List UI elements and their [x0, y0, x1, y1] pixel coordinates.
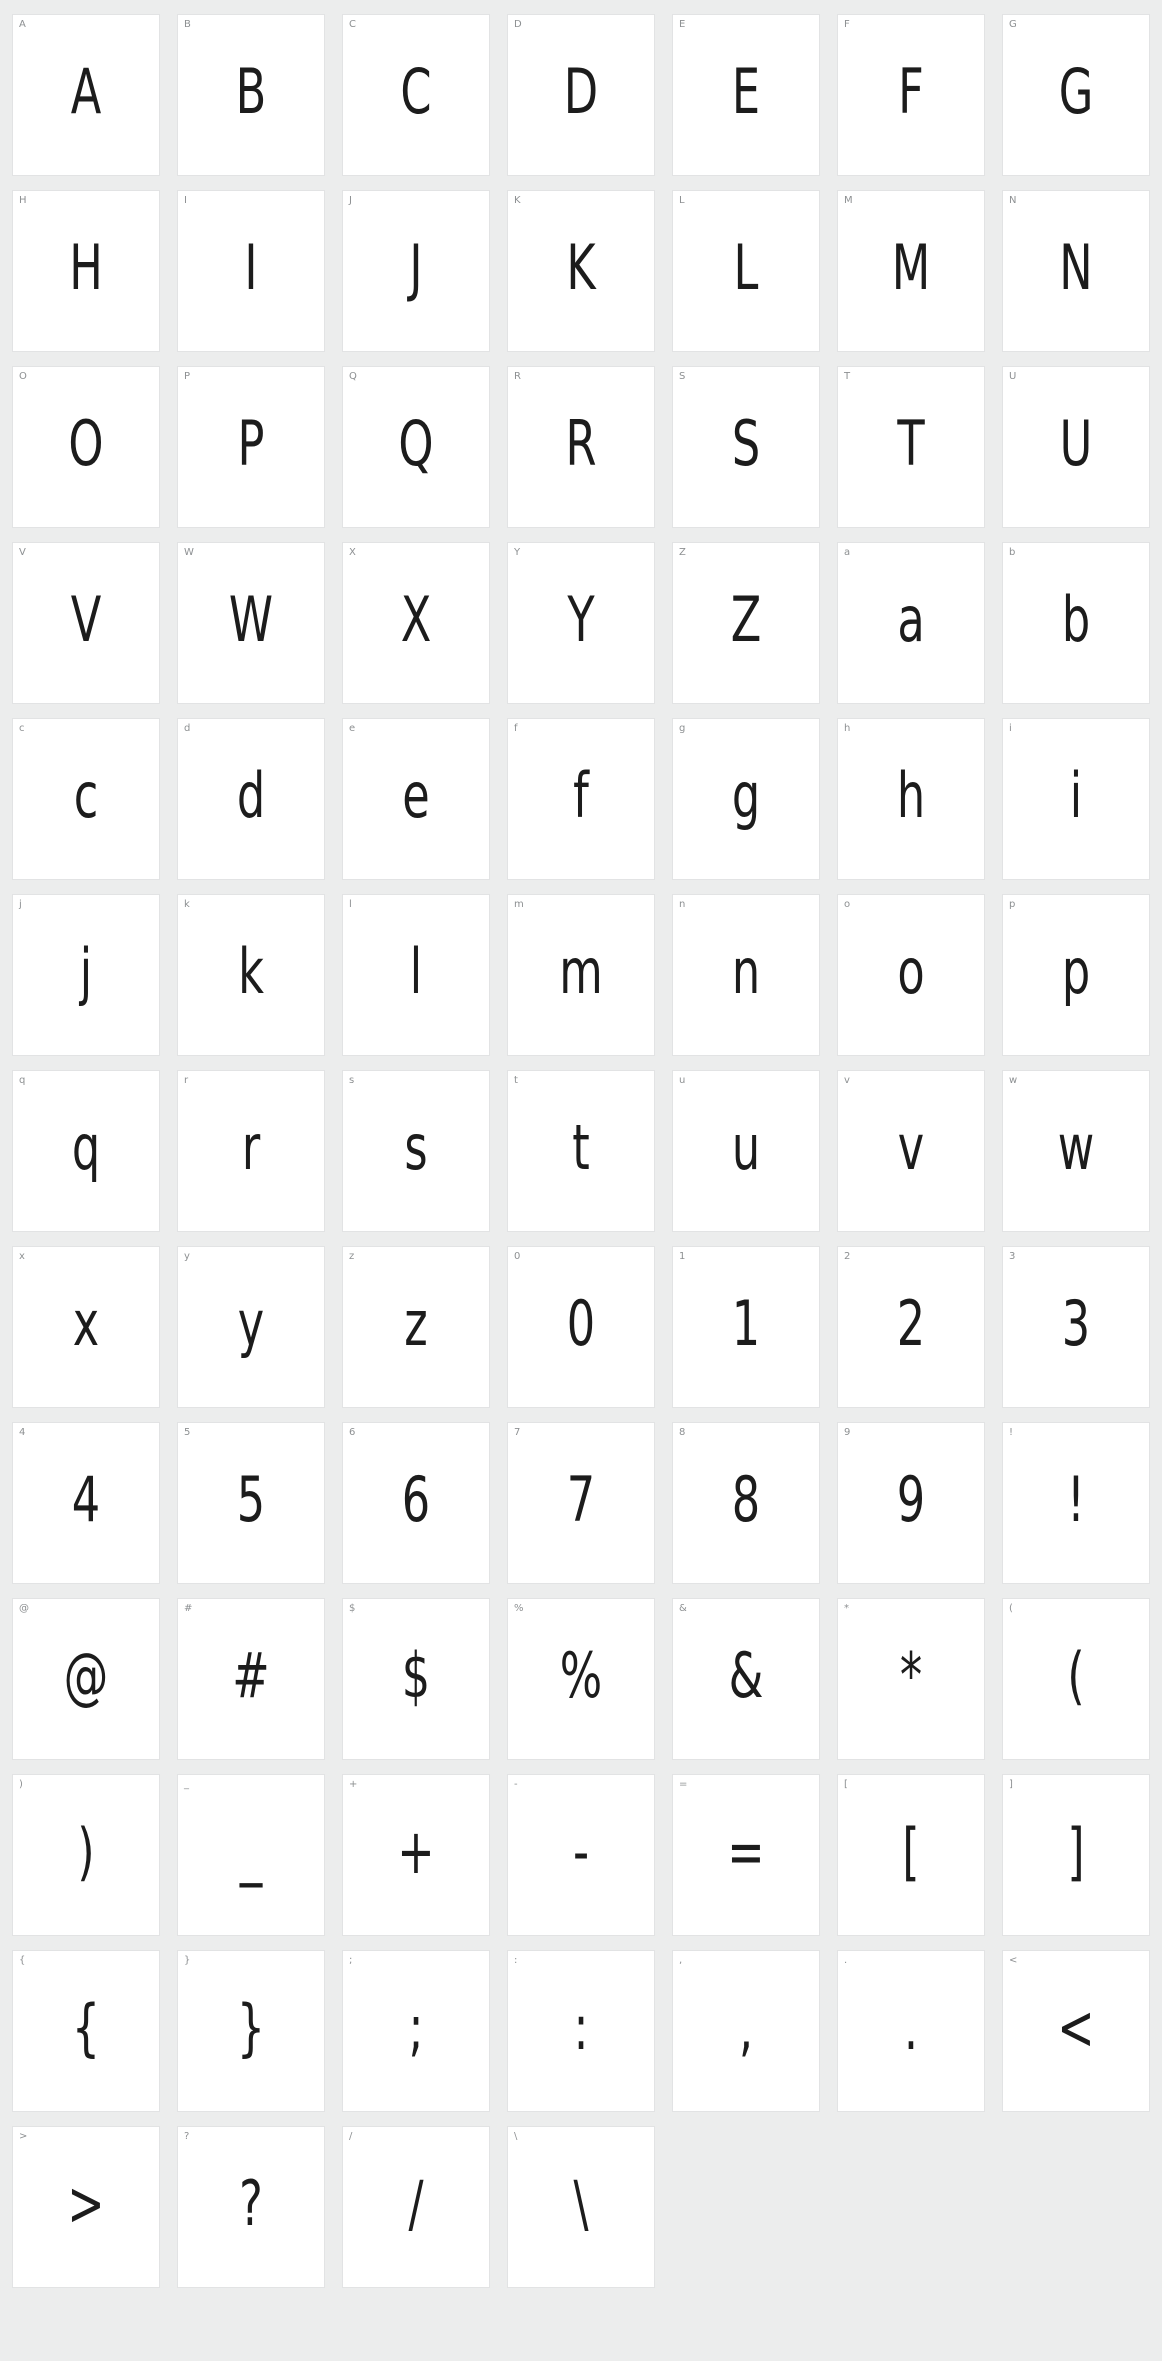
- glyph-code-label: -: [514, 1779, 518, 1790]
- glyph-code-label: o: [844, 899, 851, 910]
- glyph-character: *: [899, 1639, 923, 1712]
- glyph-code-label: U: [1009, 371, 1017, 382]
- glyph-cell[interactable]: [1002, 894, 1150, 1056]
- glyph-code-label: 0: [514, 1251, 521, 1262]
- glyph-cell[interactable]: [507, 1598, 655, 1760]
- glyph-cell[interactable]: [177, 1070, 325, 1232]
- glyph-cell[interactable]: [837, 14, 985, 176]
- glyph-code-label: 4: [19, 1427, 26, 1438]
- glyph-cell[interactable]: [342, 190, 490, 352]
- glyph-character: m: [559, 935, 603, 1008]
- glyph-cell[interactable]: [1002, 1422, 1150, 1584]
- glyph-character: :: [573, 1991, 589, 2064]
- glyph-character: a: [897, 583, 925, 656]
- glyph-code-label: V: [19, 547, 26, 558]
- glyph-cell[interactable]: [12, 1774, 160, 1936]
- glyph-code-label: L: [679, 195, 685, 206]
- glyph-cell[interactable]: [177, 542, 325, 704]
- glyph-character: +: [397, 1815, 435, 1888]
- glyph-cell[interactable]: [672, 1422, 820, 1584]
- glyph-character: f: [573, 759, 589, 832]
- glyph-code-label: 9: [844, 1427, 851, 1438]
- glyph-cell[interactable]: [507, 1422, 655, 1584]
- glyph-character: ;: [408, 1991, 424, 2064]
- glyph-code-label: ]: [1009, 1779, 1013, 1790]
- glyph-character: C: [400, 55, 432, 128]
- glyph-character: v: [897, 1111, 925, 1184]
- glyph-cell[interactable]: [672, 1070, 820, 1232]
- glyph-code-label: !: [1009, 1427, 1014, 1438]
- glyph-character: i: [1069, 759, 1083, 832]
- glyph-cell[interactable]: [342, 1950, 490, 2112]
- glyph-cell[interactable]: [12, 366, 160, 528]
- glyph-code-label: /: [349, 2131, 353, 2142]
- glyph-code-label: C: [349, 19, 356, 30]
- glyph-character: ?: [239, 2167, 263, 2240]
- glyph-cell[interactable]: [12, 2126, 160, 2288]
- glyph-cell[interactable]: [342, 1774, 490, 1936]
- glyph-cell[interactable]: [837, 894, 985, 1056]
- glyph-character: p: [1061, 935, 1091, 1008]
- glyph-cell[interactable]: [672, 718, 820, 880]
- glyph-code-label: i: [1009, 723, 1012, 734]
- glyph-cell[interactable]: [12, 1246, 160, 1408]
- glyph-code-label: O: [19, 371, 27, 382]
- glyph-character: O: [68, 407, 104, 480]
- glyph-code-label: R: [514, 371, 521, 382]
- glyph-cell[interactable]: [342, 366, 490, 528]
- glyph-character: D: [563, 55, 599, 128]
- glyph-character: A: [70, 55, 102, 128]
- glyph-character: #: [232, 1639, 270, 1712]
- glyph-character: 3: [1061, 1287, 1091, 1360]
- glyph-character: }: [236, 1991, 266, 2064]
- glyph-code-label: %: [514, 1603, 524, 1614]
- glyph-cell[interactable]: [672, 366, 820, 528]
- glyph-cell[interactable]: [672, 1774, 820, 1936]
- glyph-cell[interactable]: [672, 1950, 820, 2112]
- glyph-character: %: [559, 1639, 603, 1712]
- glyph-character: U: [1059, 407, 1093, 480]
- glyph-character: M: [891, 231, 931, 304]
- glyph-code-label: a: [844, 547, 851, 558]
- glyph-cell[interactable]: [1002, 190, 1150, 352]
- glyph-code-label: ): [19, 1779, 23, 1790]
- glyph-cell[interactable]: [672, 542, 820, 704]
- glyph-cell[interactable]: [12, 542, 160, 704]
- glyph-cell[interactable]: [177, 1422, 325, 1584]
- glyph-cell[interactable]: [837, 1774, 985, 1936]
- glyph-cell[interactable]: [1002, 14, 1150, 176]
- glyph-cell[interactable]: [672, 190, 820, 352]
- glyph-cell[interactable]: [672, 1246, 820, 1408]
- glyph-code-label: n: [679, 899, 686, 910]
- glyph-character: q: [71, 1111, 101, 1184]
- glyph-code-label: }: [184, 1955, 191, 1966]
- glyph-code-label: <: [1009, 1955, 1018, 1966]
- glyph-cell[interactable]: [507, 1070, 655, 1232]
- glyph-cell[interactable]: [177, 718, 325, 880]
- glyph-code-label: :: [514, 1955, 518, 1966]
- glyph-code-label: @: [19, 1603, 29, 1614]
- glyph-character: F: [898, 55, 924, 128]
- glyph-cell[interactable]: [507, 1246, 655, 1408]
- glyph-code-label: 8: [679, 1427, 686, 1438]
- glyph-cell[interactable]: [342, 718, 490, 880]
- glyph-character: G: [1058, 55, 1094, 128]
- glyph-character: $: [401, 1639, 431, 1712]
- glyph-character: z: [404, 1287, 428, 1360]
- glyph-code-label: 3: [1009, 1251, 1016, 1262]
- glyph-cell[interactable]: [12, 1070, 160, 1232]
- glyph-code-label: ?: [184, 2131, 190, 2142]
- glyph-cell[interactable]: [12, 1422, 160, 1584]
- glyph-code-label: Z: [679, 547, 686, 558]
- glyph-code-label: W: [184, 547, 194, 558]
- glyph-character: Q: [398, 407, 434, 480]
- glyph-character: R: [565, 407, 597, 480]
- glyph-cell[interactable]: [1002, 1950, 1150, 2112]
- glyph-cell[interactable]: [12, 190, 160, 352]
- glyph-cell[interactable]: [507, 190, 655, 352]
- glyph-character: u: [731, 1111, 761, 1184]
- glyph-character: J: [409, 231, 423, 304]
- glyph-cell[interactable]: [12, 1950, 160, 2112]
- glyph-character: ): [77, 1815, 95, 1888]
- glyph-code-label: q: [19, 1075, 26, 1086]
- glyph-character: 8: [731, 1463, 761, 1536]
- glyph-code-label: [: [844, 1779, 848, 1790]
- glyph-character: <: [1057, 1991, 1095, 2064]
- glyph-cell[interactable]: [342, 2126, 490, 2288]
- glyph-code-label: J: [349, 195, 352, 206]
- glyph-code-label: l: [349, 899, 352, 910]
- glyph-code-label: r: [184, 1075, 189, 1086]
- glyph-code-label: y: [184, 1251, 190, 1262]
- glyph-code-label: K: [514, 195, 521, 206]
- glyph-character: k: [238, 935, 264, 1008]
- glyph-code-label: v: [844, 1075, 850, 1086]
- glyph-code-label: E: [679, 19, 686, 30]
- glyph-character: 0: [566, 1287, 596, 1360]
- glyph-code-label: X: [349, 547, 356, 558]
- glyph-cell[interactable]: [177, 14, 325, 176]
- glyph-cell[interactable]: [837, 1422, 985, 1584]
- glyph-character: 4: [71, 1463, 101, 1536]
- glyph-code-label: H: [19, 195, 27, 206]
- glyph-cell[interactable]: [1002, 1598, 1150, 1760]
- glyph-code-label: {: [19, 1955, 26, 1966]
- glyph-cell[interactable]: [507, 14, 655, 176]
- glyph-character: b: [1061, 583, 1091, 656]
- glyph-code-label: P: [184, 371, 191, 382]
- glyph-character: o: [897, 935, 925, 1008]
- glyph-character: c: [73, 759, 99, 832]
- glyph-character: =: [727, 1815, 765, 1888]
- glyph-character: B: [235, 55, 267, 128]
- glyph-character: ]: [1067, 1815, 1085, 1888]
- glyph-cell[interactable]: [177, 894, 325, 1056]
- glyph-character: &: [728, 1639, 764, 1712]
- glyph-code-label: d: [184, 723, 191, 734]
- glyph-character: 7: [566, 1463, 596, 1536]
- glyph-character: V: [70, 583, 102, 656]
- glyph-cell[interactable]: [507, 1774, 655, 1936]
- glyph-code-label: 1: [679, 1251, 686, 1262]
- glyph-cell[interactable]: [177, 190, 325, 352]
- glyph-character: l: [409, 935, 423, 1008]
- glyph-character: P: [237, 407, 265, 480]
- glyph-cell[interactable]: [12, 1598, 160, 1760]
- glyph-cell[interactable]: [672, 1598, 820, 1760]
- glyph-cell[interactable]: [837, 1950, 985, 2112]
- glyph-cell[interactable]: [1002, 1774, 1150, 1936]
- glyph-cell[interactable]: [177, 1950, 325, 2112]
- glyph-cell[interactable]: [177, 1246, 325, 1408]
- glyph-character: @: [63, 1639, 109, 1712]
- glyph-cell[interactable]: [1002, 718, 1150, 880]
- glyph-code-label: B: [184, 19, 191, 30]
- glyph-grid: [10, 14, 1152, 2288]
- glyph-code-label: *: [844, 1603, 849, 1614]
- glyph-code-label: +: [349, 1779, 358, 1790]
- glyph-code-label: c: [19, 723, 25, 734]
- glyph-cell[interactable]: [507, 366, 655, 528]
- glyph-character: !: [1067, 1463, 1085, 1536]
- glyph-character: 6: [401, 1463, 431, 1536]
- glyph-code-label: G: [1009, 19, 1017, 30]
- glyph-code-label: ,: [679, 1955, 683, 1966]
- glyph-code-label: (: [1009, 1603, 1013, 1614]
- glyph-character: N: [1059, 231, 1093, 304]
- glyph-cell[interactable]: [12, 894, 160, 1056]
- glyph-code-label: Y: [514, 547, 521, 558]
- glyph-character: e: [402, 759, 430, 832]
- glyph-cell[interactable]: [342, 1246, 490, 1408]
- glyph-cell[interactable]: [507, 1950, 655, 2112]
- glyph-code-label: _: [184, 1779, 189, 1790]
- glyph-cell[interactable]: [507, 542, 655, 704]
- glyph-character: h: [896, 759, 926, 832]
- glyph-code-label: t: [514, 1075, 518, 1086]
- glyph-code-label: F: [844, 19, 850, 30]
- glyph-cell[interactable]: [672, 894, 820, 1056]
- glyph-code-label: 6: [349, 1427, 356, 1438]
- glyph-character: H: [69, 231, 103, 304]
- glyph-cell[interactable]: [837, 190, 985, 352]
- glyph-cell[interactable]: [342, 1422, 490, 1584]
- glyph-character: r: [241, 1111, 261, 1184]
- glyph-code-label: x: [19, 1251, 25, 1262]
- glyph-code-label: w: [1009, 1075, 1018, 1086]
- glyph-code-label: .: [844, 1955, 848, 1966]
- glyph-cell[interactable]: [837, 718, 985, 880]
- glyph-cell[interactable]: [177, 2126, 325, 2288]
- glyph-code-label: s: [349, 1075, 355, 1086]
- glyph-character: S: [731, 407, 761, 480]
- glyph-cell[interactable]: [1002, 1070, 1150, 1232]
- glyph-character: Y: [567, 583, 595, 656]
- glyph-character: \: [573, 2167, 589, 2240]
- glyph-character: t: [572, 1111, 590, 1184]
- glyph-character: d: [236, 759, 266, 832]
- glyph-code-label: ;: [349, 1955, 353, 1966]
- glyph-cell[interactable]: [177, 1774, 325, 1936]
- glyph-cell[interactable]: [507, 894, 655, 1056]
- glyph-character: y: [237, 1287, 265, 1360]
- glyph-character: j: [79, 935, 93, 1008]
- glyph-character: s: [404, 1111, 428, 1184]
- glyph-cell[interactable]: [177, 1598, 325, 1760]
- glyph-cell[interactable]: [342, 1598, 490, 1760]
- glyph-character: w: [1057, 1111, 1095, 1184]
- glyph-code-label: k: [184, 899, 190, 910]
- glyph-code-label: b: [1009, 547, 1016, 558]
- glyph-code-label: $: [349, 1603, 356, 1614]
- glyph-cell[interactable]: [12, 718, 160, 880]
- glyph-code-label: u: [679, 1075, 686, 1086]
- glyph-character: >: [67, 2167, 105, 2240]
- glyph-cell[interactable]: [342, 1070, 490, 1232]
- glyph-code-label: 2: [844, 1251, 851, 1262]
- glyph-cell[interactable]: [342, 14, 490, 176]
- glyph-cell[interactable]: [1002, 1246, 1150, 1408]
- glyph-cell[interactable]: [837, 1070, 985, 1232]
- glyph-character: .: [903, 1991, 919, 2064]
- glyph-character: T: [897, 407, 925, 480]
- glyph-character: _: [239, 1815, 263, 1888]
- glyph-character: L: [733, 231, 759, 304]
- glyph-cell[interactable]: [507, 2126, 655, 2288]
- glyph-cell[interactable]: [342, 894, 490, 1056]
- glyph-character: K: [566, 231, 596, 304]
- glyph-character: n: [731, 935, 761, 1008]
- glyph-code-label: h: [844, 723, 851, 734]
- glyph-character: Z: [730, 583, 762, 656]
- glyph-character: 2: [896, 1287, 926, 1360]
- glyph-cell[interactable]: [12, 14, 160, 176]
- glyph-cell[interactable]: [837, 1598, 985, 1760]
- glyph-code-label: M: [844, 195, 853, 206]
- glyph-character: ,: [738, 1991, 754, 2064]
- glyph-cell[interactable]: [672, 14, 820, 176]
- glyph-character: 5: [236, 1463, 266, 1536]
- glyph-cell[interactable]: [507, 718, 655, 880]
- glyph-character: [: [902, 1815, 920, 1888]
- glyph-character: x: [72, 1287, 100, 1360]
- glyph-character: E: [731, 55, 761, 128]
- glyph-character: 1: [731, 1287, 761, 1360]
- glyph-code-label: m: [514, 899, 524, 910]
- glyph-cell[interactable]: [1002, 542, 1150, 704]
- glyph-code-label: >: [19, 2131, 28, 2142]
- glyph-code-label: Q: [349, 371, 357, 382]
- glyph-cell[interactable]: [342, 542, 490, 704]
- glyph-code-label: A: [19, 19, 26, 30]
- glyph-cell[interactable]: [837, 366, 985, 528]
- glyph-code-label: T: [844, 371, 851, 382]
- glyph-code-label: p: [1009, 899, 1016, 910]
- glyph-code-label: D: [514, 19, 522, 30]
- glyph-code-label: &: [679, 1603, 687, 1614]
- glyph-code-label: \: [514, 2131, 518, 2142]
- glyph-code-label: f: [514, 723, 518, 734]
- glyph-code-label: z: [349, 1251, 355, 1262]
- glyph-cell[interactable]: [837, 542, 985, 704]
- glyph-cell[interactable]: [1002, 366, 1150, 528]
- glyph-character: -: [572, 1815, 590, 1888]
- glyph-code-label: j: [19, 899, 22, 910]
- glyph-code-label: g: [679, 723, 686, 734]
- glyph-character: 9: [896, 1463, 926, 1536]
- glyph-code-label: =: [679, 1779, 688, 1790]
- glyph-code-label: S: [679, 371, 686, 382]
- glyph-code-label: e: [349, 723, 356, 734]
- glyph-character: X: [400, 583, 432, 656]
- glyph-code-label: 5: [184, 1427, 191, 1438]
- glyph-cell[interactable]: [177, 366, 325, 528]
- glyph-character: (: [1067, 1639, 1085, 1712]
- glyph-code-label: I: [184, 195, 187, 206]
- glyph-character: W: [228, 583, 274, 656]
- glyph-character: /: [408, 2167, 424, 2240]
- glyph-cell[interactable]: [837, 1246, 985, 1408]
- glyph-character: I: [244, 231, 258, 304]
- glyph-code-label: N: [1009, 195, 1017, 206]
- glyph-code-label: 7: [514, 1427, 521, 1438]
- glyph-character: {: [71, 1991, 101, 2064]
- glyph-character: g: [731, 759, 761, 832]
- glyph-code-label: #: [184, 1603, 193, 1614]
